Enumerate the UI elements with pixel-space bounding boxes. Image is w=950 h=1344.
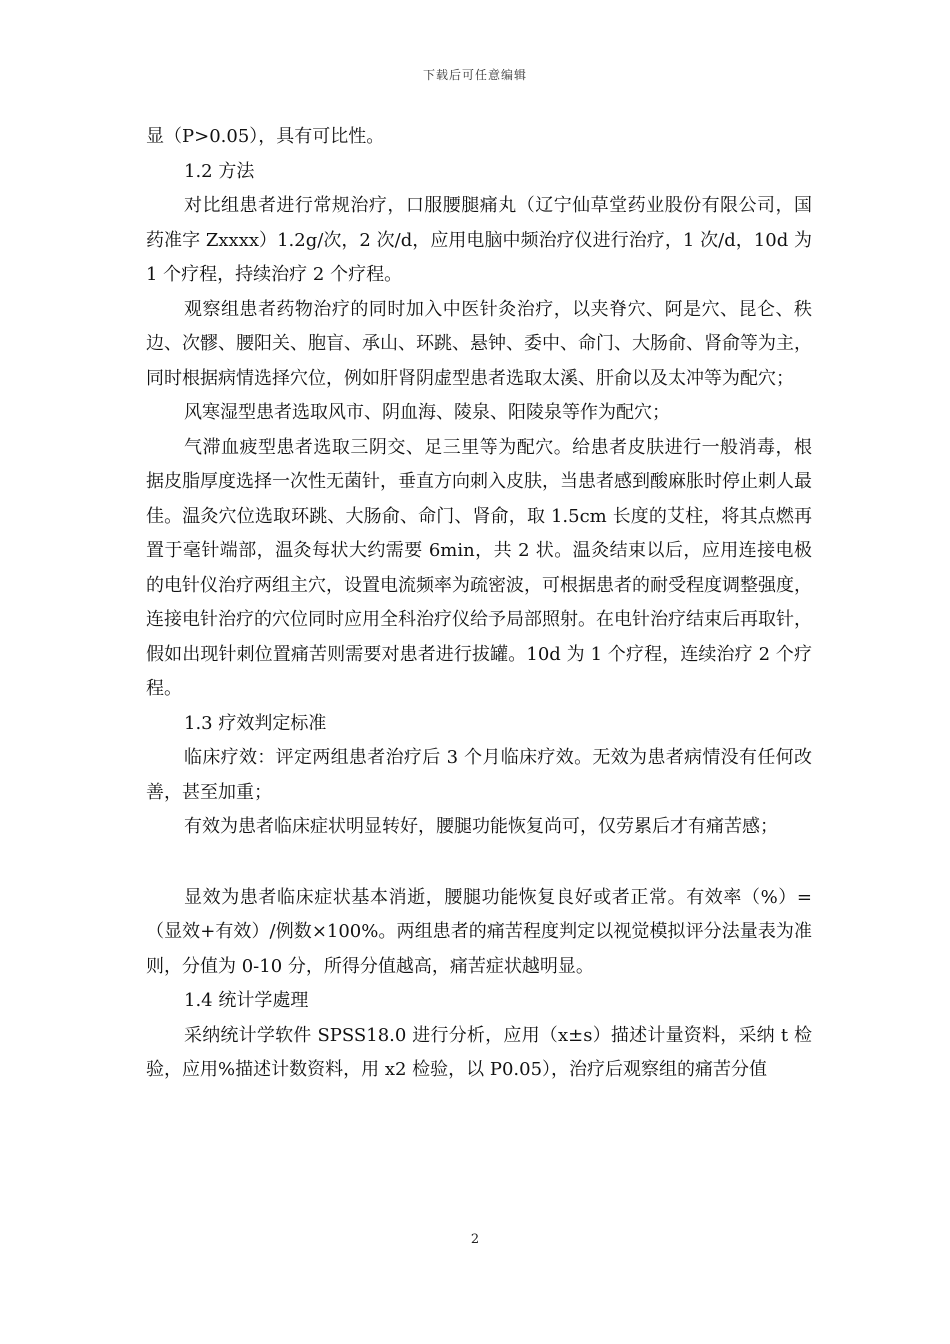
page-header: 下载后可任意编辑 bbox=[422, 68, 527, 82]
paragraph-statistics: 采纳统计学软件 SPSS18.0 进行分析，应用（x±s）描述计量资料，采纳 t 检验，应用%描述计数资料，用 x2 检验，以 P0.05），治疗后观察组的痛苦分值 bbox=[146, 1024, 812, 1080]
paragraph-effective: 有效为患者临床症状明显转好，腰腿功能恢复尚可，仅劳累后才有痛苦感； bbox=[184, 816, 778, 837]
paragraph-wind-cold-damp: 风寒湿型患者选取风市、阴血海、陵泉、阳陵泉等作为配穴； bbox=[184, 402, 670, 423]
blank-line bbox=[146, 845, 812, 881]
paragraph-observation-group: 观察组患者药物治疗的同时加入中医针灸治疗，以夹脊穴、阿是穴、昆仑、秩边、次髎、腰阳关、胞盲、承山、环跳、悬钟、委中、命门、大肠俞、肾俞等为主，同时根据病情选择穴位，例如肝肾阴虚型患者选取太溪、肝俞以及太冲等为配穴； bbox=[146, 298, 812, 389]
paragraph-continuation: 显（P>0.05），具有可比性。 bbox=[146, 126, 385, 147]
section-heading-1-3: 1.3 疗效判定标准 bbox=[184, 712, 327, 734]
paragraph-clinical-efficacy: 临床疗效：评定两组患者治疗后 3 个月临床疗效。无效为患者病情没有任何改善，甚至加重； bbox=[146, 747, 812, 803]
paragraph-marked-effect: 显效为患者临床症状基本消逝，腰腿功能恢复良好或者正常。有效率（%）=（显效+有效）/例数×100%。两组患者的痛苦程度判定以视觉模拟评分法量表为准则，分值为 0-10 分，所得分值越高，痛苦症状越明显。 bbox=[146, 886, 812, 977]
section-heading-1-4: 1.4 统计学處理 bbox=[184, 990, 309, 1011]
document-body bbox=[146, 120, 812, 1088]
paragraph-control-group: 对比组患者进行常规治疗，口服腰腿痛丸（辽宁仙草堂药业股份有限公司，国药准字 Zxxxx）1.2g/次，2 次/d，应用电脑中频治疗仪进行治疗，1 次/d，10d 为 1 个疗程，持续治疗 2 个疗程。 bbox=[146, 195, 812, 285]
page-number: 2 bbox=[470, 1232, 480, 1247]
paragraph-qi-stagnation: 气滞血疲型患者选取三阴交、足三里等为配穴。给患者皮肤进行一般消毒，根据皮脂厚度选择一次性无菌针，垂直方向刺入皮肤，当患者感到酸麻胀时停止刺人最佳。温灸穴位选取环跳、大肠俞、命门、肾俞，取 1.5cm 长度的艾柱，将其点燃再置于毫针端部，温灸每状大约需要 6min，共 2 状。温灸结束以后，应用连接电极的电针仪治疗两组主穴，设置电流频率为疏密波，可根据患者的耐受程度调整强度，连接电针治疗的穴位同时应用全科治疗仪给予局部照射。在电针治疗结束后再取针，假如出现针刺位置痛苦则需要对患者进行拔罐。10d 为 1 个疗程，连续治疗 2 个疗程。 bbox=[146, 436, 812, 699]
section-heading-1-2: 1.2 方法 bbox=[184, 160, 255, 182]
